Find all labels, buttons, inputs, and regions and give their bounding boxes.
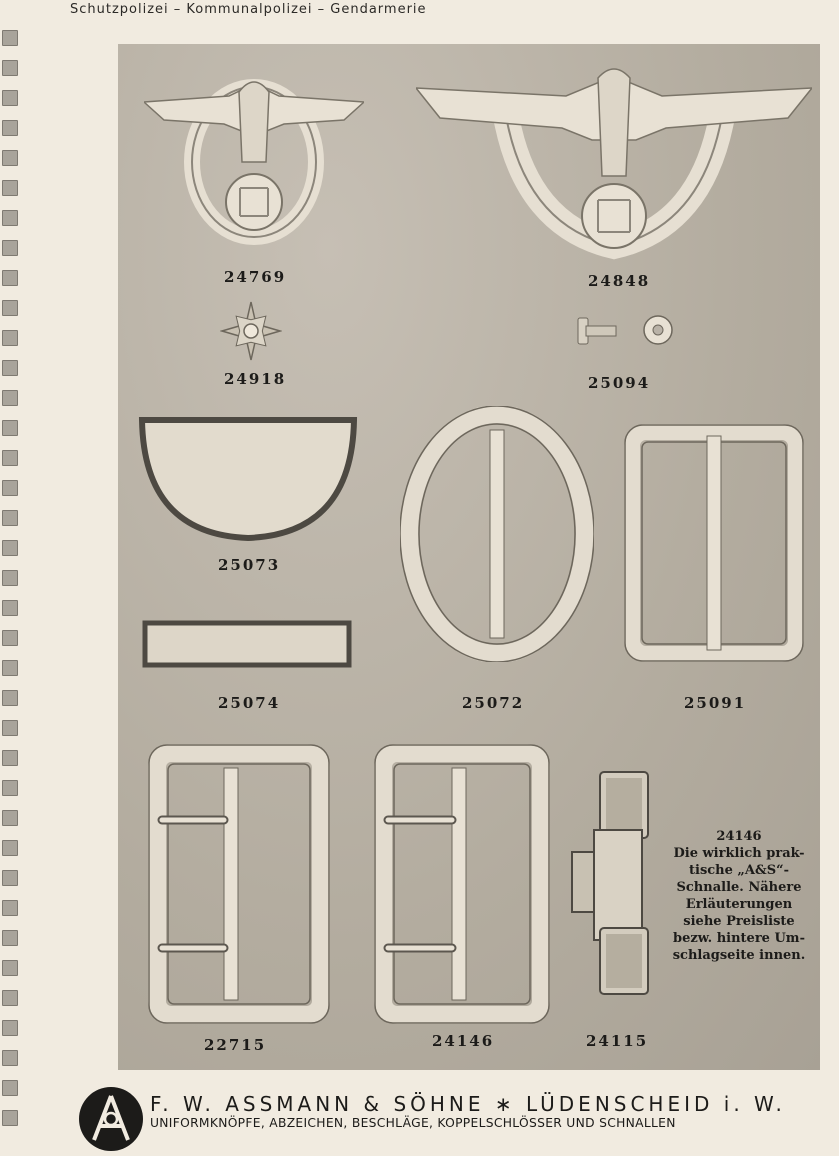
item-code: 25072: [462, 694, 525, 712]
rectangular-buckle-image: [624, 424, 804, 662]
binder-hole: [2, 210, 18, 226]
binder-holes: [0, 30, 22, 1140]
binder-hole: [2, 570, 18, 586]
binder-hole: [2, 180, 18, 196]
binder-hole: [2, 780, 18, 796]
binder-hole: [2, 1080, 18, 1096]
binder-hole: [2, 600, 18, 616]
double-prong-buckle-image: [148, 744, 330, 1024]
binder-hole: [2, 270, 18, 286]
binder-hole: [2, 510, 18, 526]
screw-and-washer-image: [568, 312, 678, 352]
item-code: 24115: [586, 1032, 649, 1050]
item-code: 24848: [588, 272, 651, 290]
note-line: Schnalle. Nähere: [676, 880, 802, 895]
binder-hole: [2, 540, 18, 556]
binder-hole: [2, 960, 18, 976]
company-tagline: UNIFORMKNÖPFE, ABZEICHEN, BESCHLÄGE, KOPPELSCHLÖSSER UND SCHNALLEN: [150, 1116, 676, 1130]
item-code: 24146: [432, 1032, 495, 1050]
binder-hole: [2, 90, 18, 106]
binder-hole: [2, 690, 18, 706]
item-code: 25073: [218, 556, 281, 574]
note-line: tische „A&S“-: [689, 863, 789, 878]
note-line: Die wirklich prak-: [673, 846, 805, 861]
binder-hole: [2, 1020, 18, 1036]
note-line: 24146: [716, 829, 762, 844]
binder-hole: [2, 1110, 18, 1126]
binder-hole: [2, 810, 18, 826]
belt-clip-image: [570, 770, 654, 996]
item-code: 25074: [218, 694, 281, 712]
binder-hole: [2, 450, 18, 466]
oval-buckle-image: [400, 406, 594, 662]
binder-hole: [2, 390, 18, 406]
binder-hole: [2, 240, 18, 256]
binder-hole: [2, 750, 18, 766]
binder-hole: [2, 330, 18, 346]
note-line: schlagseite innen.: [672, 948, 806, 963]
binder-hole: [2, 990, 18, 1006]
binder-hole: [2, 120, 18, 136]
binder-hole: [2, 60, 18, 76]
binder-hole: [2, 1050, 18, 1066]
binder-hole: [2, 720, 18, 736]
binder-hole: [2, 870, 18, 886]
rank-star-image: [220, 300, 282, 362]
binder-hole: [2, 420, 18, 436]
item-code: 24769: [224, 268, 287, 286]
note-line: bezw. hintere Um-: [673, 931, 805, 946]
binder-hole: [2, 900, 18, 916]
company-name: F. W. ASSMANN & SÖHNE ∗ LÜDENSCHEID i. W.: [150, 1092, 786, 1116]
half-moon-plate-image: [138, 414, 358, 544]
eagle-cap-badge-image: [144, 62, 364, 252]
item-code: 22715: [204, 1036, 267, 1054]
bar-clasp-image: [142, 620, 352, 668]
note-line: siehe Preisliste: [683, 914, 795, 929]
binder-hole: [2, 30, 18, 46]
binder-hole: [2, 480, 18, 496]
page-header: Schutzpolizei – Kommunalpolizei – Gendarmerie: [70, 2, 427, 17]
as-buckle-image: [374, 744, 550, 1024]
binder-hole: [2, 150, 18, 166]
binder-hole: [2, 630, 18, 646]
binder-hole: [2, 300, 18, 316]
binder-hole: [2, 660, 18, 676]
binder-hole: [2, 930, 18, 946]
binder-hole: [2, 360, 18, 376]
product-note: [664, 828, 814, 964]
item-code: 25094: [588, 374, 651, 392]
binder-hole: [2, 840, 18, 856]
company-logo: [78, 1086, 144, 1152]
item-code: 24918: [224, 370, 287, 388]
eagle-helmet-badge-image: [416, 56, 812, 271]
item-code: 25091: [684, 694, 747, 712]
note-line: Erläuterungen: [685, 897, 793, 912]
